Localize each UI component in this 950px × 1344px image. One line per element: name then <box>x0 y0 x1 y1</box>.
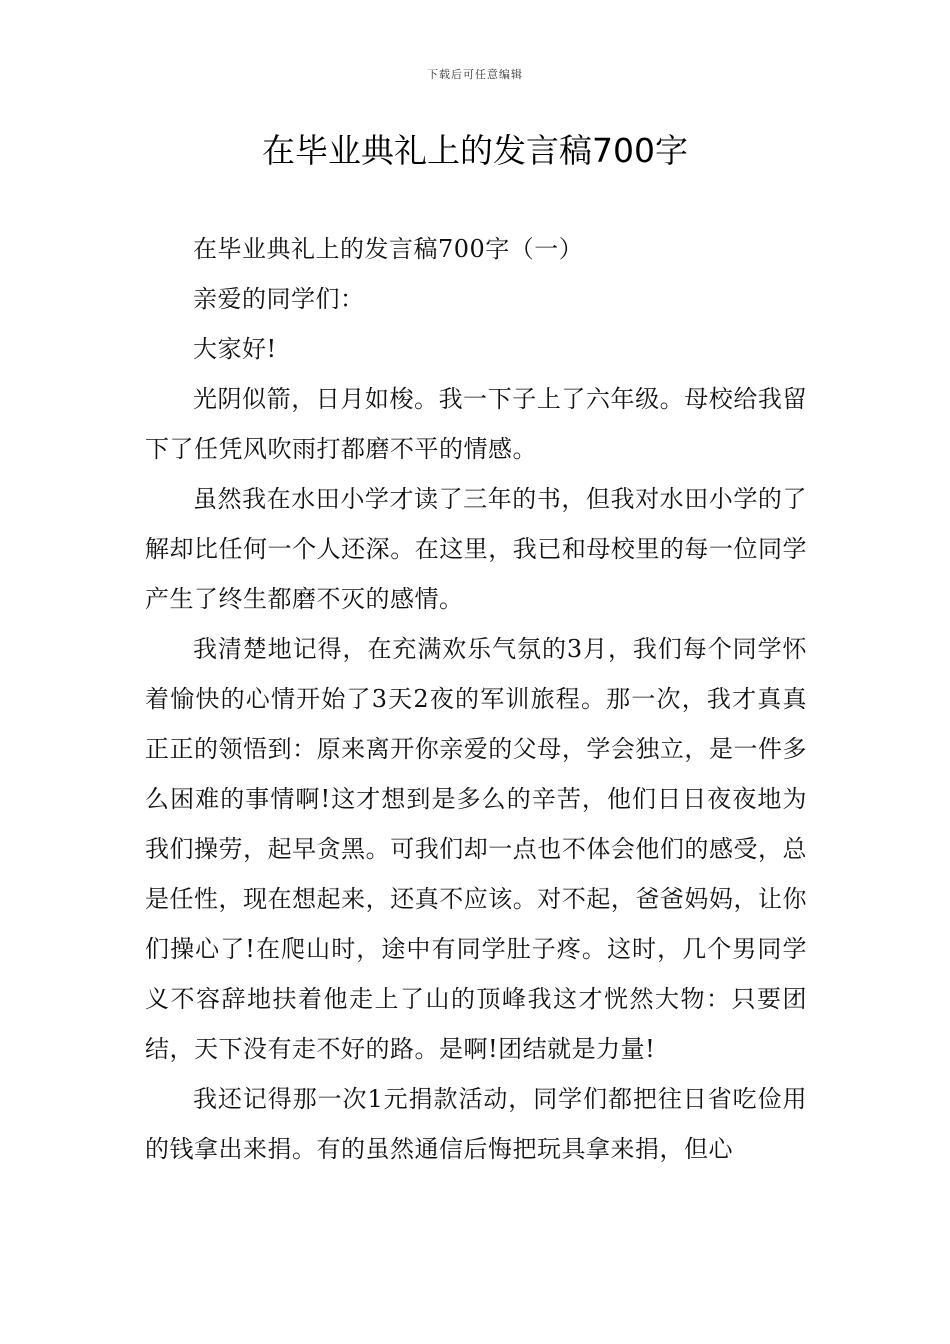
paragraph-subtitle: 在毕业典礼上的发言稿700字（一） <box>193 235 584 263</box>
paragraph-greeting: 大家好! <box>193 335 277 363</box>
paragraph: 我清楚地记得，在充满欢乐气氛的3月，我们每个同学怀着愉快的心情开始了3天2夜的军训旅程。那一次，我才真真正正的领悟到：原来离开你亲爱的父母，学会独立，是一件多么困难的事情啊!这才想到是多么的辛苦，他们日日夜夜地为我们操劳，起早贪黑。可我们却一点也不体会他们的感受，总是任性，现在想起来，还真不应该。对不起，爸爸妈妈，让你们操心了!在爬山时，途中有同学肚子疼。这时，几个男同学义不容辞地扶着他走上了山的顶峰我这才恍然大物：只要团结，天下没有走不好的路。是啊!团结就是力量! <box>145 635 807 1063</box>
paragraph-salutation: 亲爱的同学们： <box>193 285 365 313</box>
paragraph: 光阴似箭，日月如梭。我一下子上了六年级。母校给我留下了任凭风吹雨打都磨不平的情感。 <box>145 385 807 463</box>
document-body <box>145 224 807 1174</box>
paragraph: 我还记得那一次1元捐款活动，同学们都把往日省吃俭用的钱拿出来捐。有的虽然通信后悔把玩具拿来捐，但心 <box>145 1085 807 1163</box>
document-title: 在毕业典礼上的发言稿700字 <box>262 131 688 170</box>
paragraph: 虽然我在水田小学才读了三年的书，但我对水田小学的了解却比任何一个人还深。在这里，我已和母校里的每一位同学产生了终生都磨不灭的感情。 <box>145 485 807 613</box>
header-note: 下载后可任意编辑 <box>427 68 523 81</box>
